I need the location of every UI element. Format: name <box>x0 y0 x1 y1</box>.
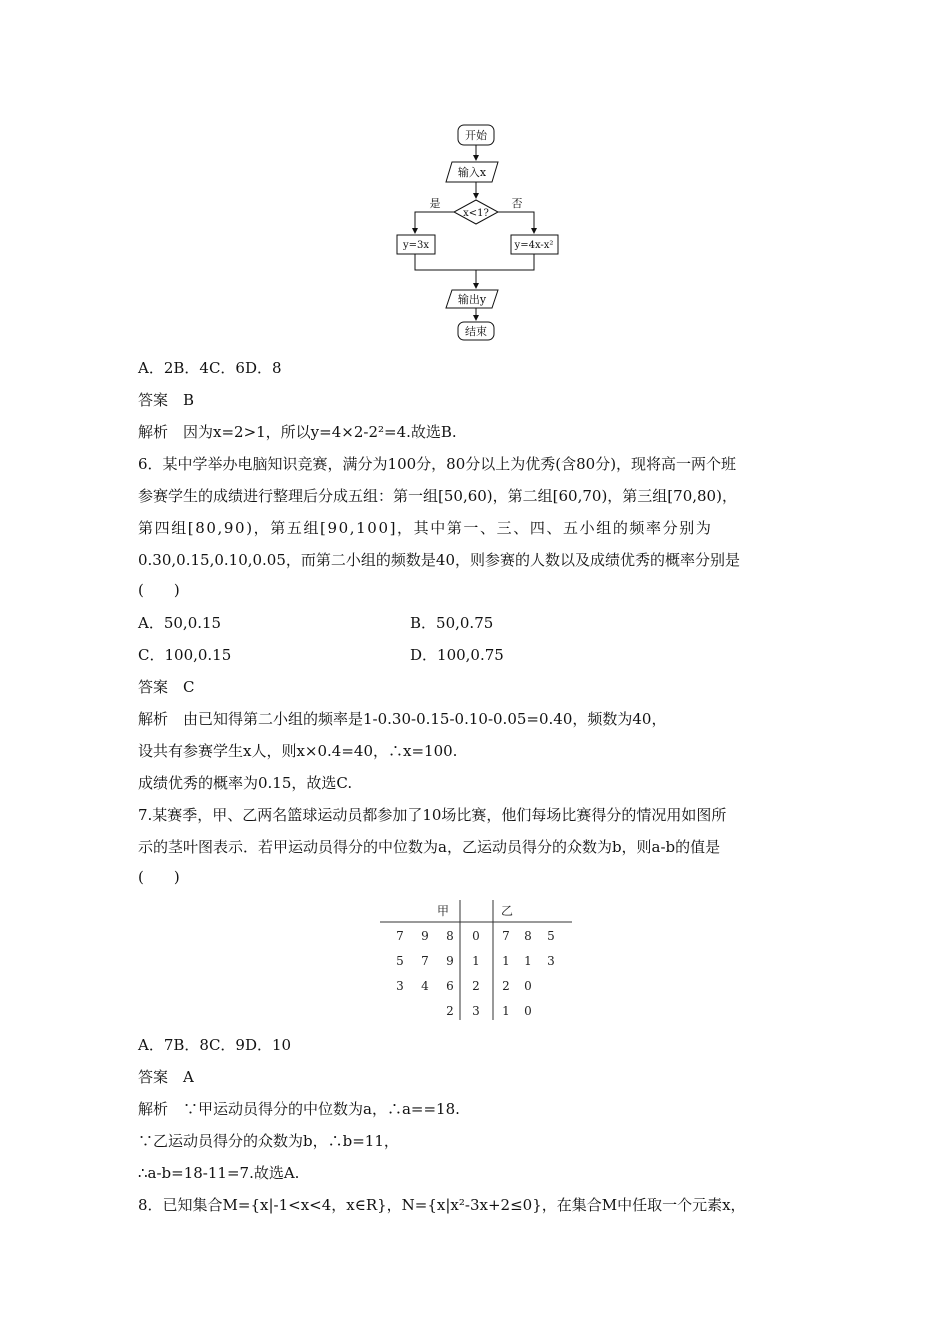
stem-left-leaf: 4 <box>421 979 429 993</box>
q5-analysis: 解析 因为x=2>1，所以y=4×2-2²=4.故选B. <box>138 423 457 441</box>
stem-leaf-plot <box>380 895 575 1020</box>
stem-left-leaf: 7 <box>421 954 429 968</box>
flowchart <box>380 120 580 350</box>
stem-leaf-svg <box>380 895 575 1020</box>
stem-value: 3 <box>472 1004 480 1018</box>
fc-right-label: y=4x-x² <box>514 240 554 251</box>
stem-value: 2 <box>472 979 480 993</box>
q8-line1: 8．已知集合M={x|-1<x<4，x∈R}，N={x|x²-3x+2≤0}，在集合M中任取一个元素x， <box>138 1196 746 1214</box>
fc-output-label: 输出y <box>457 293 487 306</box>
q6-line2: 参赛学生的成绩进行整理后分成五组：第一组[50,60)，第二组[60,70)，第三组[70,80)， <box>138 487 737 505</box>
stem-right-leaf: 0 <box>524 1004 532 1018</box>
q6-analysis-2: 设共有参赛学生x人，则x×0.4=40，∴x=100. <box>138 742 458 760</box>
q7-analysis-1: 解析 ∵甲运动员得分的中位数为a，∴a==18. <box>138 1100 460 1118</box>
fc-yes-label: 是 <box>429 197 441 210</box>
stem-right-leaf: 1 <box>502 1004 510 1018</box>
fc-left-label: y=3x <box>402 240 430 251</box>
q6-analysis-3: 成绩优秀的概率为0.15，故选C. <box>138 774 353 792</box>
q7-options: A．7B．8C．9D．10 <box>138 1036 292 1054</box>
stem-right-leaf: 8 <box>524 929 532 943</box>
q5-answer: 答案 B <box>138 391 195 409</box>
q6-analysis-1: 解析 由已知得第二小组的频率是1-0.30-0.15-0.10-0.05=0.40，频数为40， <box>138 710 667 728</box>
q7-analysis-3: ∴a-b=18-11=7.故选A. <box>138 1164 300 1182</box>
stem-right-header: 乙 <box>500 904 514 918</box>
stem-right-leaf: 7 <box>502 929 510 943</box>
flowchart-svg <box>380 120 580 350</box>
stem-left-leaf: 7 <box>396 929 404 943</box>
stem-left-leaf: 5 <box>396 954 404 968</box>
stem-left-header: 甲 <box>436 904 450 918</box>
stem-right-leaf: 0 <box>524 979 532 993</box>
stem-left-leaf: 9 <box>421 929 429 943</box>
stem-left-leaf: 2 <box>446 1004 454 1018</box>
stem-left-leaf: 3 <box>396 979 404 993</box>
q7-answer: 答案 A <box>138 1068 194 1086</box>
stem-left-leaf: 9 <box>446 954 454 968</box>
fc-end-label: 结束 <box>465 325 487 338</box>
q6-line4: 0.30,0.15,0.10,0.05，而第二小组的频数是40，则参赛的人数以及成绩优秀的概率分别是 <box>138 551 740 569</box>
q7-line1: 7.某赛季，甲、乙两名篮球运动员都参加了10场比赛，他们每场比赛得分的情况用如图所 <box>138 806 727 824</box>
stem-right-leaf: 1 <box>502 954 510 968</box>
stem-right-leaf: 5 <box>547 929 555 943</box>
fc-no-label: 否 <box>511 197 523 210</box>
fc-input-label: 输入x <box>457 166 487 179</box>
stem-value: 0 <box>472 929 480 943</box>
q6-answer: 答案 C <box>138 678 195 696</box>
q6-option-d: D．100,0.75 <box>410 646 504 664</box>
q5-options: A．2B．4C．6D．8 <box>138 359 282 377</box>
q6-line3: 第四组[80,90)，第五组[90,100]，其中第一、三、四、五小组的频率分别为 <box>138 519 713 537</box>
q7-bracket: ( ) <box>138 868 180 886</box>
stem-left-leaf: 6 <box>446 979 454 993</box>
fc-condition-label: x<1? <box>463 208 489 219</box>
q7-analysis-2: ∵乙运动员得分的众数为b，∴b=11， <box>138 1132 399 1150</box>
q6-line1: 6．某中学举办电脑知识竞赛，满分为100分，80分以上为优秀(含80分)，现将高一两个班 <box>138 455 737 473</box>
q6-option-c: C．100,0.15 <box>138 646 232 664</box>
fc-start-label: 开始 <box>465 129 487 142</box>
stem-value: 1 <box>472 954 480 968</box>
stem-left-leaf: 8 <box>446 929 454 943</box>
q6-bracket: ( ) <box>138 581 180 599</box>
q7-line2: 示的茎叶图表示．若甲运动员得分的中位数为a，乙运动员得分的众数为b，则a-b的值是 <box>138 838 721 856</box>
stem-right-leaf: 1 <box>524 954 532 968</box>
q6-option-a: A．50,0.15 <box>138 614 222 632</box>
q6-option-b: B．50,0.75 <box>410 614 494 632</box>
stem-right-leaf: 2 <box>502 979 510 993</box>
stem-right-leaf: 3 <box>547 954 555 968</box>
